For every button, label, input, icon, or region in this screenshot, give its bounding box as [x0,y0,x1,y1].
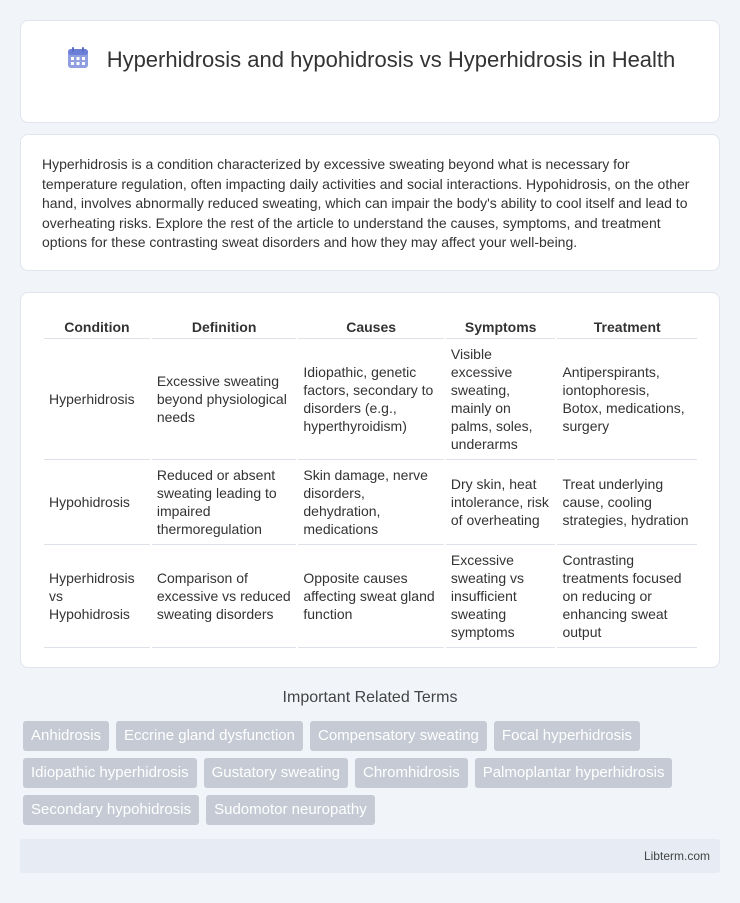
cell-condition: Hyperhidrosis vs Hypohidrosis [44,545,150,648]
cell-symptoms: Dry skin, heat intolerance, risk of overheating [446,460,556,545]
cell-causes: Skin damage, nerve disorders, dehydration, medications [298,460,444,545]
table-card [20,292,720,668]
tag-compensatory-sweating[interactable]: Compensatory sweating [310,721,487,751]
cell-definition: Excessive sweating beyond physiological needs [152,339,297,460]
related-terms-heading: Important Related Terms [282,689,458,706]
tag-focal-hyperhidrosis[interactable]: Focal hyperhidrosis [494,721,640,751]
tag-chromhidrosis[interactable]: Chromhidrosis [355,758,468,788]
cell-definition: Reduced or absent sweating leading to impaired thermoregulation [152,460,297,545]
intro-paragraph: Hyperhidrosis is a condition characterized by excessive sweating beyond what is necessary for temperature regulation, often impacting daily activities and social interactions. Hypohidrosis, on the other hand, involves abnormally reduced sweating, which can impair the body's ability to cool itself and lead to overheating risks. Explore the rest of the article to understand the causes, symptoms, and treatment options for these contrasting sweat disorders and how they may affect your well-being. [42,156,690,250]
tag-palmoplantar-hyperhidrosis[interactable]: Palmoplantar hyperhidrosis [475,758,673,788]
cell-symptoms: Visible excessive sweating, mainly on palms, soles, underarms [446,339,556,460]
header-causes: Causes [298,315,444,339]
cell-treatment: Antiperspirants, iontophoresis, Botox, medications, surgery [557,339,697,460]
tag-row [23,758,723,788]
comparison-table [42,315,699,648]
tag-secondary-hypohidrosis[interactable]: Secondary hypohidrosis [23,795,199,825]
table-header-row [44,315,697,339]
tag-idiopathic-hyperhidrosis[interactable]: Idiopathic hyperhidrosis [23,758,197,788]
tag-gustatory-sweating[interactable]: Gustatory sweating [204,758,348,788]
header-symptoms: Symptoms [446,315,556,339]
cell-symptoms: Excessive sweating vs insufficient sweating symptoms [446,545,556,648]
page-title-wrap [21,45,719,74]
table-row [44,339,697,460]
cell-treatment: Treat underlying cause, cooling strategies, hydration [557,460,697,545]
cell-treatment: Contrasting treatments focused on reducing or enhancing sweat output [557,545,697,648]
title-card [20,20,720,123]
tag-sudomotor-neuropathy[interactable]: Sudomotor neuropathy [206,795,375,825]
table-row [44,460,697,545]
table-row [44,545,697,648]
footer-site-link[interactable]: Libterm.com [643,849,710,863]
cell-condition: Hypohidrosis [44,460,150,545]
cell-definition: Comparison of excessive vs reduced sweating disorders [152,545,297,648]
calendar-icon [65,45,91,71]
header-condition: Condition [44,315,150,339]
page-title: Hyperhidrosis and hypohidrosis vs Hyperhidrosis in Health [106,47,676,72]
header-definition: Definition [152,315,297,339]
tag-anhidrosis[interactable]: Anhidrosis [23,721,109,751]
tag-row [23,795,723,825]
cell-causes: Opposite causes affecting sweat gland function [298,545,444,648]
tag-eccrine-gland-dysfunction[interactable]: Eccrine gland dysfunction [116,721,303,751]
cell-condition: Hyperhidrosis [44,339,150,460]
header-treatment: Treatment [557,315,697,339]
tag-row [23,721,723,751]
footer-bar [20,839,720,873]
cell-causes: Idiopathic, genetic factors, secondary to disorders (e.g., hyperthyroidism) [298,339,444,460]
related-terms-list [23,721,723,832]
intro-card [20,134,720,271]
